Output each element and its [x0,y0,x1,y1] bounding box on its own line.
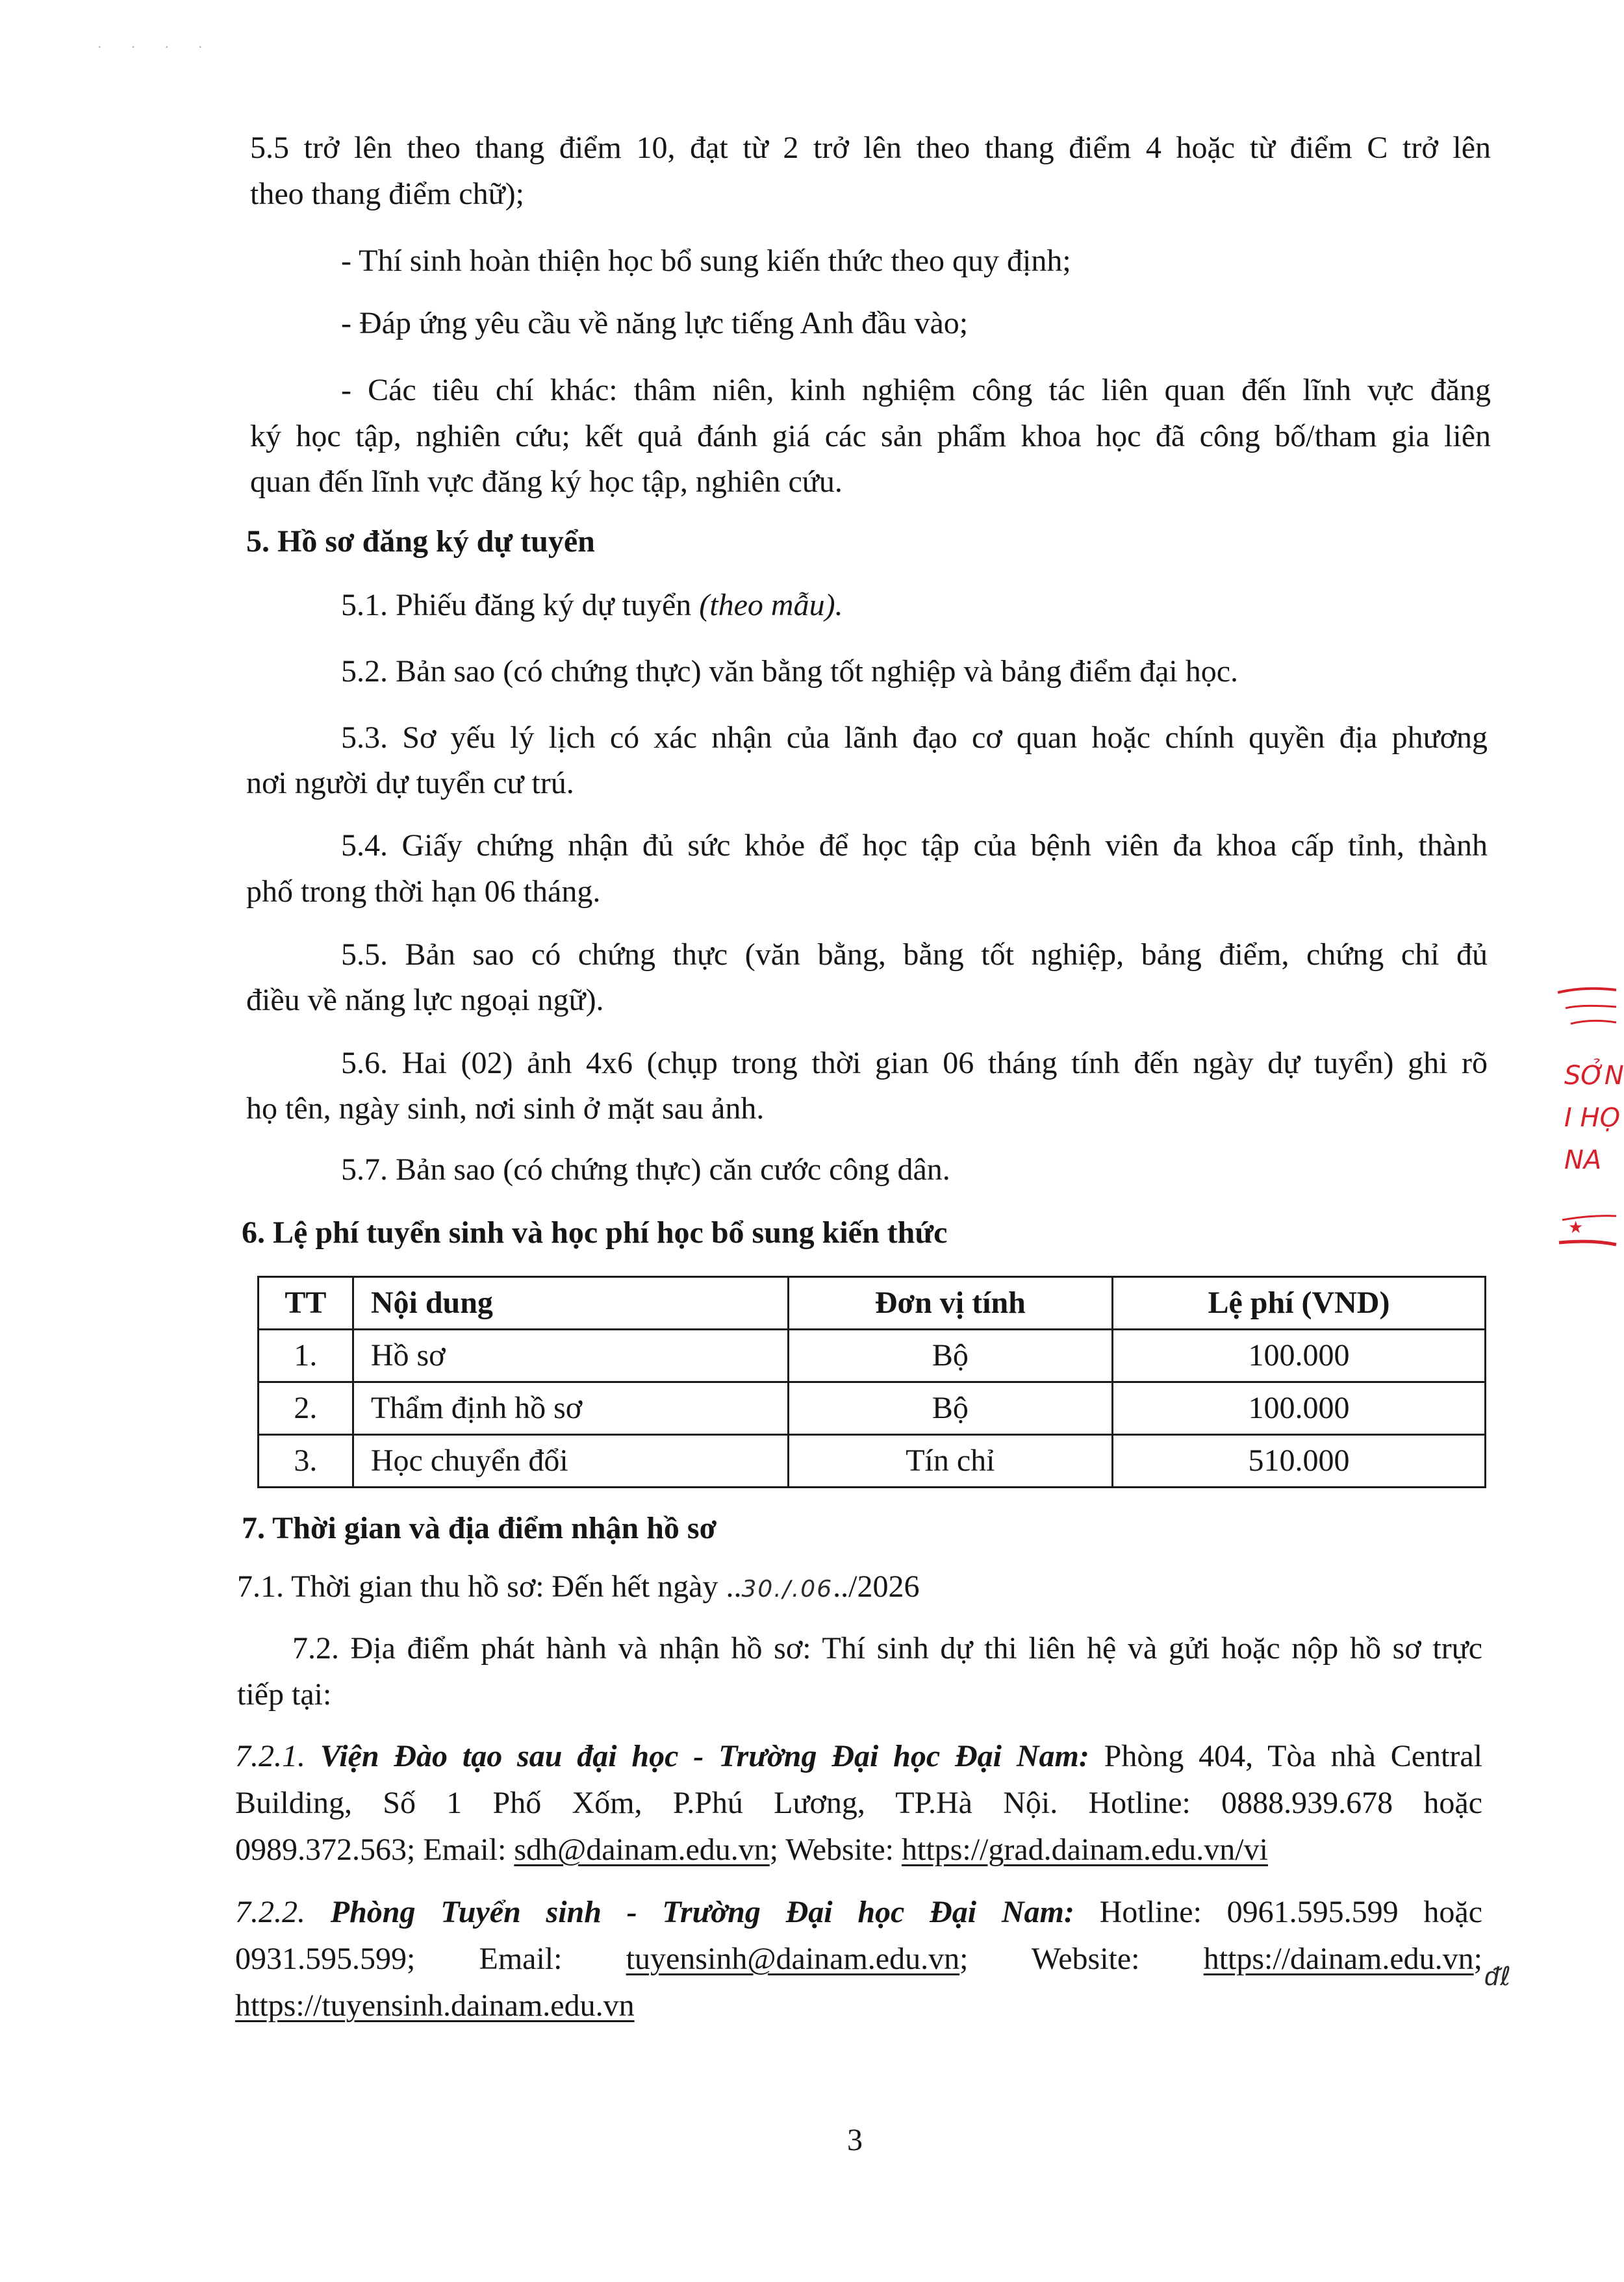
item-5-2: 5.2. Bản sao (có chứng thực) văn bằng tốt nghiệp và bảng điểm đại học. [341,654,1239,689]
criteria-item-3-line-1: - Các tiêu chí khác: thâm niên, kinh nghiệm công tác liên quan đến lĩnh vực đăng [341,373,1491,407]
item-7-2-2-number: 7.2.2. [235,1895,331,1929]
section-6-heading: 6. Lệ phí tuyển sinh và học phí học bổ sung kiến thức [242,1215,948,1250]
item-7-2-1-number: 7.2.1. [235,1739,320,1773]
item-5-5-line-2: điều về năng lực ngoại ngữ). [246,983,604,1017]
criteria-line-1: 5.5 trở lên theo thang điểm 10, đạt từ 2 trở lên theo thang điểm 4 hoặc từ điểm C trở lên [250,131,1491,165]
row-number: 1. [259,1330,353,1382]
criteria-item-3-line-3: quan đến lĩnh vực đăng ký học tập, nghiên cứu. [250,464,843,499]
col-header-content: Nội dung [353,1277,788,1330]
criteria-item-2: - Đáp ứng yêu cầu về năng lực tiếng Anh đầu vào; [341,306,969,340]
stamp-text-line-3: NA [1564,1145,1602,1175]
item-7-1-prefix: 7.1. Thời gian thu hồ sơ: Đến hết ngày .. [237,1569,742,1604]
row-content: Hồ sơ [353,1330,788,1382]
item-5-1 [341,582,843,628]
item-5-5-line-1: 5.5. Bản sao có chứng thực (văn bằng, bằng tốt nghiệp, bảng điểm, chứng chỉ đủ [341,937,1488,972]
table-row [259,1382,1486,1435]
item-5-1-note: (theo mẫu). [699,588,843,622]
page-number: 3 [847,2123,863,2157]
col-header-unit: Đơn vị tính [788,1277,1112,1330]
item-5-6-line-2: họ tên, ngày sinh, nơi sinh ở mặt sau ảnh. [246,1091,765,1126]
item-7-2-1-line-1 [235,1733,1482,1779]
item-5-6-line-1: 5.6. Hai (02) ảnh 4x6 (chụp trong thời gian 06 tháng tính đến ngày dự tuyển) ghi rõ [341,1046,1488,1080]
website-link-dainam[interactable]: https://dainam.edu.vn [1203,1942,1474,1976]
row-unit: Bộ [788,1382,1112,1435]
item-7-2-1-address: Phòng 404, Tòa nhà Central [1089,1739,1483,1773]
item-7-1-suffix: ../2026 [833,1569,920,1604]
item-7-2-line-1: 7.2. Địa điểm phát hành và nhận hồ sơ: Thí sinh dự thi liên hệ và gửi hoặc nộp hồ sơ trực [292,1631,1482,1666]
email-link-sdh[interactable]: sdh@dainam.edu.vn [514,1832,770,1867]
handwritten-date: 30./.06 [741,1576,833,1603]
fee-table [257,1276,1486,1488]
item-7-2-1-website-label: ; Website: [769,1832,902,1867]
item-5-4-line-2: phố trong thời hạn 06 tháng. [246,874,601,909]
section-5-heading: 5. Hồ sơ đăng ký dự tuyển [246,524,595,559]
website-link-grad[interactable]: https://grad.dainam.edu.vn/vi [902,1832,1268,1867]
col-header-fee: Lệ phí (VND) [1112,1277,1485,1330]
item-7-2-2-separator: ; [1473,1942,1482,1976]
svg-text:★: ★ [1568,1218,1584,1237]
email-link-tuyensinh[interactable]: tuyensinh@dainam.edu.vn [626,1942,960,1976]
col-header-tt: TT [259,1277,353,1330]
item-7-2-1-line-2: Building, Số 1 Phố Xốm, P.Phú Lương, TP.Hà Nội. Hotline: 0888.939.678 hoặc [235,1786,1482,1820]
criteria-item-1: - Thí sinh hoàn thiện học bổ sung kiến thức theo quy định; [341,244,1071,278]
item-5-7: 5.7. Bản sao (có chứng thực) căn cước công dân. [341,1152,950,1187]
item-5-3-line-1: 5.3. Sơ yếu lý lịch có xác nhận của lãnh đạo cơ quan hoặc chính quyền địa phương [341,720,1488,755]
red-stamp-fragment [1546,967,1624,1252]
row-fee: 510.000 [1112,1435,1485,1488]
item-7-1 [237,1564,919,1612]
row-fee: 100.000 [1112,1382,1485,1435]
row-fee: 100.000 [1112,1330,1485,1382]
item-7-2-1-line-3 [235,1827,1268,1873]
item-7-2-2-line-3 [235,1983,635,2029]
item-7-2-2-line-1 [235,1889,1482,1935]
item-7-2-2-phone-email-label: 0931.595.599; Email: [235,1942,626,1976]
table-row [259,1330,1486,1382]
website-link-tuyensinh[interactable]: https://tuyensinh.dainam.edu.vn [235,1988,635,2023]
row-unit: Tín chỉ [788,1435,1112,1488]
item-7-2-2-office: Phòng Tuyển sinh - Trường Đại học Đại Nam: [330,1895,1074,1929]
stamp-text-line-1: SỞN [1564,1061,1624,1091]
table-row [259,1435,1486,1488]
section-7-heading: 7. Thời gian và địa điểm nhận hồ sơ [242,1511,717,1545]
criteria-line-2: theo thang điểm chữ); [250,177,524,211]
item-5-3-line-2: nơi người dự tuyển cư trú. [246,766,574,800]
item-7-2-2-hotline: Hotline: 0961.595.599 hoặc [1074,1895,1483,1929]
item-7-2-line-2: tiếp tại: [237,1677,332,1712]
fee-table-header [259,1277,1486,1330]
row-number: 3. [259,1435,353,1488]
item-5-1-text: 5.1. Phiếu đăng ký dự tuyển [341,588,700,622]
handwritten-initials: ᵭℓ [1484,1962,1512,1992]
item-5-4-line-1: 5.4. Giấy chứng nhận đủ sức khỏe để học tập của bệnh viên đa khoa cấp tỉnh, thành [341,828,1488,863]
scan-marks: · · · · [97,40,216,55]
row-unit: Bộ [788,1330,1112,1382]
row-content: Học chuyển đổi [353,1435,788,1488]
item-7-2-2-website-label: ; Website: [959,1942,1204,1976]
criteria-item-3-line-2: ký học tập, nghiên cứu; kết quả đánh giá các sản phẩm khoa học đã công bố/tham gia liên [250,419,1491,453]
item-7-2-1-institution: Viện Đào tạo sau đại học - Trường Đại học Đại Nam: [320,1739,1089,1773]
item-7-2-2-line-2 [235,1936,1482,1982]
row-number: 2. [259,1382,353,1435]
row-content: Thẩm định hồ sơ [353,1382,788,1435]
stamp-text-line-2: I HỌ [1564,1103,1621,1133]
item-7-2-1-phone-email-label: 0989.372.563; Email: [235,1832,514,1867]
